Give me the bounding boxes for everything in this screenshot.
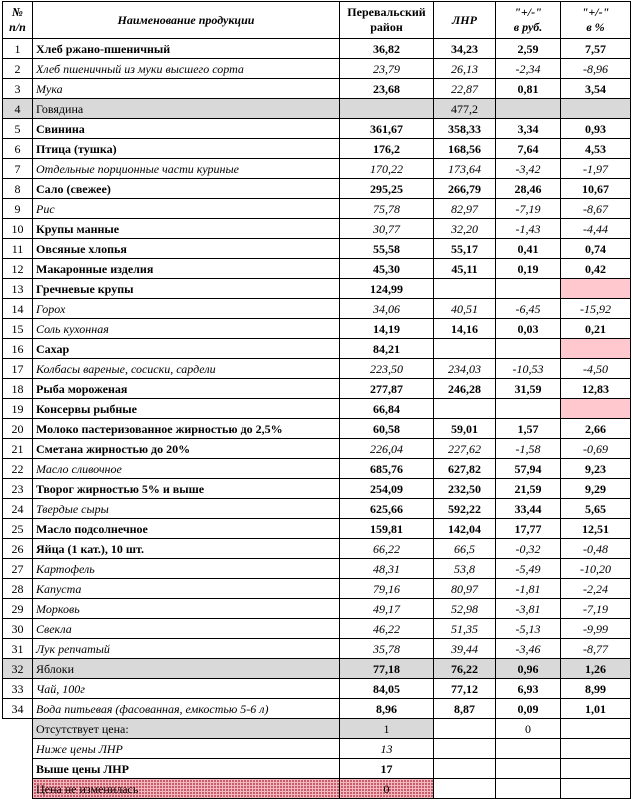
diff-pct: 0,74 [561,239,631,259]
summary-empty-cell [561,759,631,779]
row-number: 10 [3,219,33,239]
diff-pct: 8,99 [561,679,631,699]
diff-rub: 28,46 [496,179,561,199]
lnr-price: 234,03 [434,359,496,379]
product-name: Картофель [33,559,340,579]
table-row [3,139,631,159]
diff-rub: 0,96 [496,659,561,679]
product-name: Масло подсолнечное [33,519,340,539]
table-row [3,659,631,679]
table-row [3,539,631,559]
summary-empty-cell [561,779,631,799]
lnr-price: 358,33 [434,119,496,139]
product-name: Мука [33,79,340,99]
lnr-price: 77,12 [434,679,496,699]
district-price: 45,30 [340,259,434,279]
row-number: 31 [3,639,33,659]
lnr-price: 52,98 [434,599,496,619]
row-number: 2 [3,59,33,79]
product-name: Свекла [33,619,340,639]
product-name: Отдельные порционные части куриные [33,159,340,179]
summary-lower-label: Ниже цены ЛНР [33,739,340,759]
diff-pct: -4,44 [561,219,631,239]
district-price: 23,79 [340,59,434,79]
lnr-price: 22,87 [434,79,496,99]
district-price: 685,76 [340,459,434,479]
diff-rub: 2,59 [496,39,561,59]
district-price: 79,16 [340,579,434,599]
diff-rub: 6,93 [496,679,561,699]
product-name: Яблоки [33,659,340,679]
district-price: 295,25 [340,179,434,199]
header-number-line2: п/п [9,20,26,34]
district-price: 14,19 [340,319,434,339]
summary-row-same [3,779,631,799]
row-number: 25 [3,519,33,539]
table-row [3,619,631,639]
row-number: 4 [3,99,33,119]
diff-rub: 0,19 [496,259,561,279]
district-price: 170,22 [340,159,434,179]
lnr-price [434,279,496,299]
diff-pct: -1,97 [561,159,631,179]
row-number: 32 [3,659,33,679]
header-number [3,2,33,39]
diff-pct: 9,29 [561,479,631,499]
product-name: Колбасы вареные, сосиски, сардели [33,359,340,379]
diff-rub [496,99,561,119]
product-name: Сметана жирностью до 20% [33,439,340,459]
diff-rub: -3,81 [496,599,561,619]
lnr-price: 76,22 [434,659,496,679]
table-row [3,99,631,119]
lnr-price: 34,23 [434,39,496,59]
district-price: 30,77 [340,219,434,239]
table-header-row [3,2,631,39]
header-diff-pct [561,2,631,39]
lnr-price: 45,11 [434,259,496,279]
product-name: Хлеб ржано-пшеничный [33,39,340,59]
district-price: 35,78 [340,639,434,659]
lnr-price: 80,97 [434,579,496,599]
row-number: 18 [3,379,33,399]
row-number: 22 [3,459,33,479]
diff-pct: -8,67 [561,199,631,219]
diff-pct [561,399,631,419]
product-name: Молоко пастеризованное жирностью до 2,5% [33,419,340,439]
price-comparison-table [2,1,631,799]
header-district-line1: Перевальский [347,5,426,19]
diff-pct: -8,77 [561,639,631,659]
header-district [340,2,434,39]
district-price: 23,68 [340,79,434,99]
summary-spacer [3,759,33,779]
district-price: 75,78 [340,199,434,219]
diff-rub: 33,44 [496,499,561,519]
lnr-price: 477,2 [434,99,496,119]
summary-absent-lnr [434,719,496,739]
summary-empty-cell [434,759,496,779]
diff-pct: 3,54 [561,79,631,99]
diff-pct [561,339,631,359]
row-number: 12 [3,259,33,279]
table-row [3,579,631,599]
product-name: Свинина [33,119,340,139]
district-price: 66,22 [340,539,434,559]
summary-row-higher [3,759,631,779]
summary-higher-label: Выше цены ЛНР [33,759,340,779]
lnr-price: 8,87 [434,699,496,719]
diff-rub: -7,19 [496,199,561,219]
summary-empty-cell [434,739,496,759]
diff-rub: -3,42 [496,159,561,179]
diff-rub: -1,58 [496,439,561,459]
product-name: Капуста [33,579,340,599]
district-price: 625,66 [340,499,434,519]
lnr-price: 82,97 [434,199,496,219]
table-row [3,119,631,139]
lnr-price: 232,50 [434,479,496,499]
table-row [3,39,631,59]
diff-rub: -1,81 [496,579,561,599]
table-row [3,519,631,539]
lnr-price [434,399,496,419]
diff-pct: -0,48 [561,539,631,559]
diff-rub: 31,59 [496,379,561,399]
diff-pct: -7,19 [561,599,631,619]
diff-rub: 7,64 [496,139,561,159]
district-price: 84,05 [340,679,434,699]
district-price: 84,21 [340,339,434,359]
district-price [340,99,434,119]
table-row [3,439,631,459]
product-name: Твердые сыры [33,499,340,519]
diff-pct [561,279,631,299]
product-name: Хлеб пшеничный из муки высшего сорта [33,59,340,79]
summary-absent-pct [561,719,631,739]
product-name: Консервы рыбные [33,399,340,419]
lnr-price: 142,04 [434,519,496,539]
row-number: 17 [3,359,33,379]
product-name: Сахар [33,339,340,359]
lnr-price: 627,82 [434,459,496,479]
row-number: 33 [3,679,33,699]
diff-rub: 21,59 [496,479,561,499]
diff-pct: 12,51 [561,519,631,539]
row-number: 19 [3,399,33,419]
row-number: 21 [3,439,33,459]
lnr-price: 55,17 [434,239,496,259]
district-price: 48,31 [340,559,434,579]
diff-pct: -4,50 [561,359,631,379]
product-name: Творог жирностью 5% и выше [33,479,340,499]
lnr-price [434,339,496,359]
row-number: 7 [3,159,33,179]
product-name: Макаронные изделия [33,259,340,279]
product-name: Рис [33,199,340,219]
table-row [3,359,631,379]
diff-rub: -2,34 [496,59,561,79]
diff-pct: 7,57 [561,39,631,59]
row-number: 30 [3,619,33,639]
lnr-price: 266,79 [434,179,496,199]
row-number: 1 [3,39,33,59]
header-number-line1: № [12,5,23,19]
diff-pct: -8,96 [561,59,631,79]
product-name: Масло сливочное [33,459,340,479]
row-number: 9 [3,199,33,219]
diff-rub: 0,03 [496,319,561,339]
row-number: 20 [3,419,33,439]
table-row [3,79,631,99]
summary-row-lower [3,739,631,759]
district-price: 66,84 [340,399,434,419]
lnr-price: 168,56 [434,139,496,159]
district-price: 223,50 [340,359,434,379]
district-price: 277,87 [340,379,434,399]
district-price: 49,17 [340,599,434,619]
lnr-price: 26,13 [434,59,496,79]
summary-row-absent [3,719,631,739]
lnr-price: 40,51 [434,299,496,319]
lnr-price: 227,62 [434,439,496,459]
row-number: 27 [3,559,33,579]
diff-pct: -9,99 [561,619,631,639]
district-price: 226,04 [340,439,434,459]
product-name: Говядина [33,99,340,119]
row-number: 6 [3,139,33,159]
row-number: 8 [3,179,33,199]
diff-pct: 1,26 [561,659,631,679]
diff-pct: -15,92 [561,299,631,319]
table-row [3,699,631,719]
table-row [3,419,631,439]
product-name: Овсяные хлопья [33,239,340,259]
product-name: Рыба мороженая [33,379,340,399]
district-price: 124,99 [340,279,434,299]
lnr-price: 32,20 [434,219,496,239]
diff-pct: 0,21 [561,319,631,339]
diff-rub: -1,43 [496,219,561,239]
summary-empty-cell [434,779,496,799]
diff-pct: 4,53 [561,139,631,159]
table-row [3,239,631,259]
table-row [3,219,631,239]
row-number: 29 [3,599,33,619]
diff-rub [496,339,561,359]
table-row [3,679,631,699]
table-row [3,399,631,419]
district-price: 176,2 [340,139,434,159]
diff-rub: -6,45 [496,299,561,319]
district-price: 159,81 [340,519,434,539]
summary-empty-cell [496,739,561,759]
lnr-price: 14,16 [434,319,496,339]
row-number: 5 [3,119,33,139]
diff-rub: 57,94 [496,459,561,479]
district-price: 46,22 [340,619,434,639]
diff-rub: 0,41 [496,239,561,259]
diff-rub: 1,57 [496,419,561,439]
summary-spacer [3,719,33,739]
diff-pct: 10,67 [561,179,631,199]
product-name: Вода питьевая (фасованная, емкостью 5-6 л) [33,699,340,719]
product-name: Морковь [33,599,340,619]
product-name: Лук репчатый [33,639,340,659]
diff-pct: -0,69 [561,439,631,459]
diff-pct: -10,20 [561,559,631,579]
diff-pct: 12,83 [561,379,631,399]
lnr-price: 51,35 [434,619,496,639]
lnr-price: 66,5 [434,539,496,559]
diff-rub [496,279,561,299]
summary-empty-cell [496,759,561,779]
summary-lower-value: 13 [340,739,434,759]
summary-same-label: Цена не изменилась [33,779,340,799]
table-row [3,479,631,499]
table-row [3,459,631,479]
diff-rub: -5,49 [496,559,561,579]
summary-empty-cell [496,779,561,799]
row-number: 26 [3,539,33,559]
product-name: Сало (свежее) [33,179,340,199]
table-row [3,199,631,219]
diff-rub: -3,46 [496,639,561,659]
table-row [3,279,631,299]
district-price: 34,06 [340,299,434,319]
diff-rub: -0,32 [496,539,561,559]
diff-rub: 3,34 [496,119,561,139]
diff-rub [496,399,561,419]
row-number: 11 [3,239,33,259]
product-name: Птица (тушка) [33,139,340,159]
header-diff-rub-line1: "+/-" [514,5,542,19]
district-price: 60,58 [340,419,434,439]
summary-absent-district: 1 [340,719,434,739]
district-price: 254,09 [340,479,434,499]
header-diff-pct-line1: "+/-" [581,5,610,19]
summary-same-value: 0 [340,779,434,799]
product-name: Чай, 100г [33,679,340,699]
summary-spacer [3,779,33,799]
table-row [3,159,631,179]
table-row [3,319,631,339]
district-price: 77,18 [340,659,434,679]
row-number: 23 [3,479,33,499]
district-price: 8,96 [340,699,434,719]
row-number: 14 [3,299,33,319]
row-number: 13 [3,279,33,299]
lnr-price: 59,01 [434,419,496,439]
row-number: 24 [3,499,33,519]
product-name: Соль кухонная [33,319,340,339]
lnr-price: 592,22 [434,499,496,519]
table-row [3,559,631,579]
diff-pct: 0,42 [561,259,631,279]
district-price: 36,82 [340,39,434,59]
table-row [3,59,631,79]
summary-absent-label: Отсутствует цена: [33,719,340,739]
diff-pct: 2,66 [561,419,631,439]
diff-rub: 0,81 [496,79,561,99]
diff-rub: 17,77 [496,519,561,539]
table-row [3,299,631,319]
header-lnr: ЛНР [434,2,496,39]
row-number: 34 [3,699,33,719]
table-row [3,179,631,199]
district-price: 55,58 [340,239,434,259]
table-row [3,379,631,399]
diff-rub: 0,09 [496,699,561,719]
header-product-name: Наименование продукции [33,2,340,39]
lnr-price: 53,8 [434,559,496,579]
lnr-price: 246,28 [434,379,496,399]
header-district-line2: район [370,20,403,34]
table-row [3,639,631,659]
header-diff-rub-line2: в руб. [513,20,543,34]
summary-spacer [3,739,33,759]
table-row [3,499,631,519]
diff-rub: -5,13 [496,619,561,639]
table-row [3,599,631,619]
product-name: Гречневые крупы [33,279,340,299]
row-number: 16 [3,339,33,359]
lnr-price: 39,44 [434,639,496,659]
diff-pct [561,99,631,119]
summary-absent-rub: 0 [496,719,561,739]
product-name: Крупы манные [33,219,340,239]
diff-pct: 9,23 [561,459,631,479]
diff-pct: -2,24 [561,579,631,599]
header-diff-pct-line2: в % [586,20,605,34]
district-price: 361,67 [340,119,434,139]
diff-pct: 5,65 [561,499,631,519]
product-name: Яйца (1 кат.), 10 шт. [33,539,340,559]
row-number: 3 [3,79,33,99]
diff-rub: -10,53 [496,359,561,379]
product-name: Горох [33,299,340,319]
header-diff-rub [496,2,561,39]
row-number: 28 [3,579,33,599]
diff-pct: 0,93 [561,119,631,139]
row-number: 15 [3,319,33,339]
diff-pct: 1,01 [561,699,631,719]
summary-higher-value: 17 [340,759,434,779]
summary-empty-cell [561,739,631,759]
lnr-price: 173,64 [434,159,496,179]
table-row [3,259,631,279]
table-row [3,339,631,359]
